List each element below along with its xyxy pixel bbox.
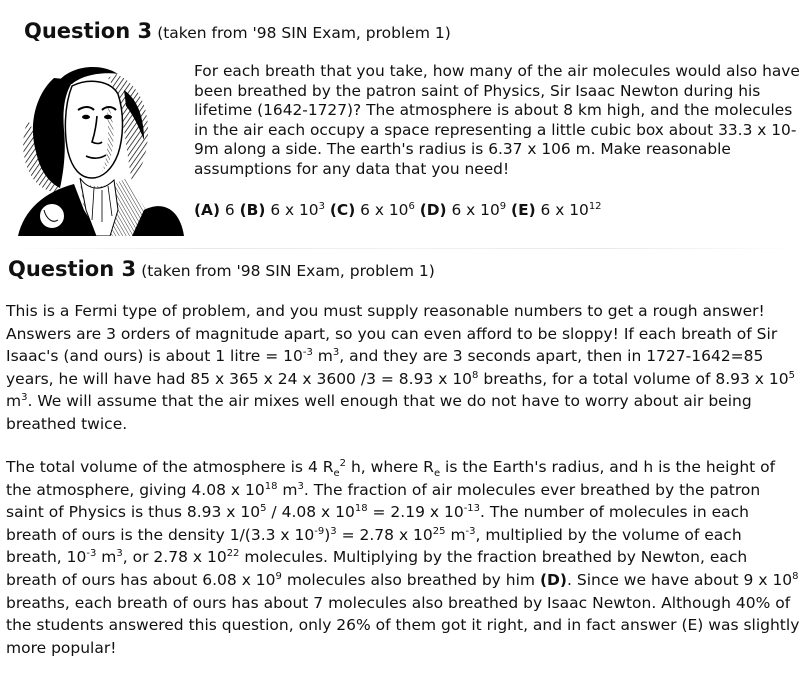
answer-b: (B) 6 x $10^3$ — [239, 201, 325, 219]
correct-answer: (D) — [539, 570, 567, 589]
solution-label: Question 3 — [8, 257, 137, 281]
solution-source: (taken from '98 SIN Exam, problem 1) — [141, 262, 435, 280]
question-label: Question 3 — [24, 19, 153, 43]
answer-e: (E) 6 x $10^{12}$ — [511, 201, 602, 219]
answer-d: (D) 6 x $10^9$ — [419, 201, 507, 219]
question-heading — [24, 19, 451, 43]
newton-portrait — [14, 60, 184, 236]
solution-paragraph-1: This is a Fermi type of problem, and you must supply reasonable numbers to get a rough answer! Answers are 3 orders of magnitude apart, so you can even afford to be sloppy! If each breath of Sir Isaac's (and ours) is about 1 litre = $10^{-3}$ $m^3$, and they are 3 seconds apart, then in 1727-1642=85 years, he will have had 85 x 365 x 24 x 3600 /3 = 8.93 x $10^8$ breaths, for a total volume of 8.93 x $10^5$ $m^3$. We will assume that the air mixes well enough that we do not have to worry about air being breathed twice. — [6, 302, 795, 433]
section-divider — [8, 248, 798, 249]
answer-a: (A) 6 — [194, 201, 235, 219]
solution-heading — [8, 257, 435, 281]
question-body: For each breath that you take, how many of the air molecules would also have been breathed by the patron saint of Physics, Sir Isaac Newton during his lifetime (1642-1727)? The atmosphere is about 8 km high, and the molecules in the air each occupy a space representing a little cubic box about 33.3 x 10-9m along a side. The earth's radius is 6.37 x 106 m. Make reasonable assumptions for any data that you need! — [194, 62, 800, 178]
solution-paragraph-2: The total volume of the atmosphere is 4 $R_e^2$ h, where $R_e$ is the Earth's radius, and h is the height of the atmosphere, giving 4.08 x $10^{18}$ $m^3$. The fraction of air molecules ever breathed by the patron saint of Physics is thus 8.93 x $10^5 / 4.08$ x $10^{18} = 2.19$ x $10^{-13}$. The number of molecules in each breath of ours is the density 1/(3.3 x $10^{-9})^3 = 2.78$ x $10^{25}$ $m^{-3}$, multiplied by the volume of each breath, $10^{-3}$ $m^3$, or 2.78 x $10^{22}$ molecules. Multiplying by the fraction breathed by Newton, each breath of ours has about 6.08 x $10^9$ molecules also breathed by him (D). Since we have about 9 x $10^8$ breaths, each breath of ours has about 7 molecules also breathed by Isaac Newton. Although 40% of the students answered this question, only 26% of them got it right, and in fact answer (E) was slightly more popular! — [6, 458, 800, 657]
question-source: (taken from '98 SIN Exam, problem 1) — [157, 24, 451, 42]
answer-c: (C) 6 x $10^6$ — [329, 201, 415, 219]
answer-choices — [194, 201, 602, 219]
